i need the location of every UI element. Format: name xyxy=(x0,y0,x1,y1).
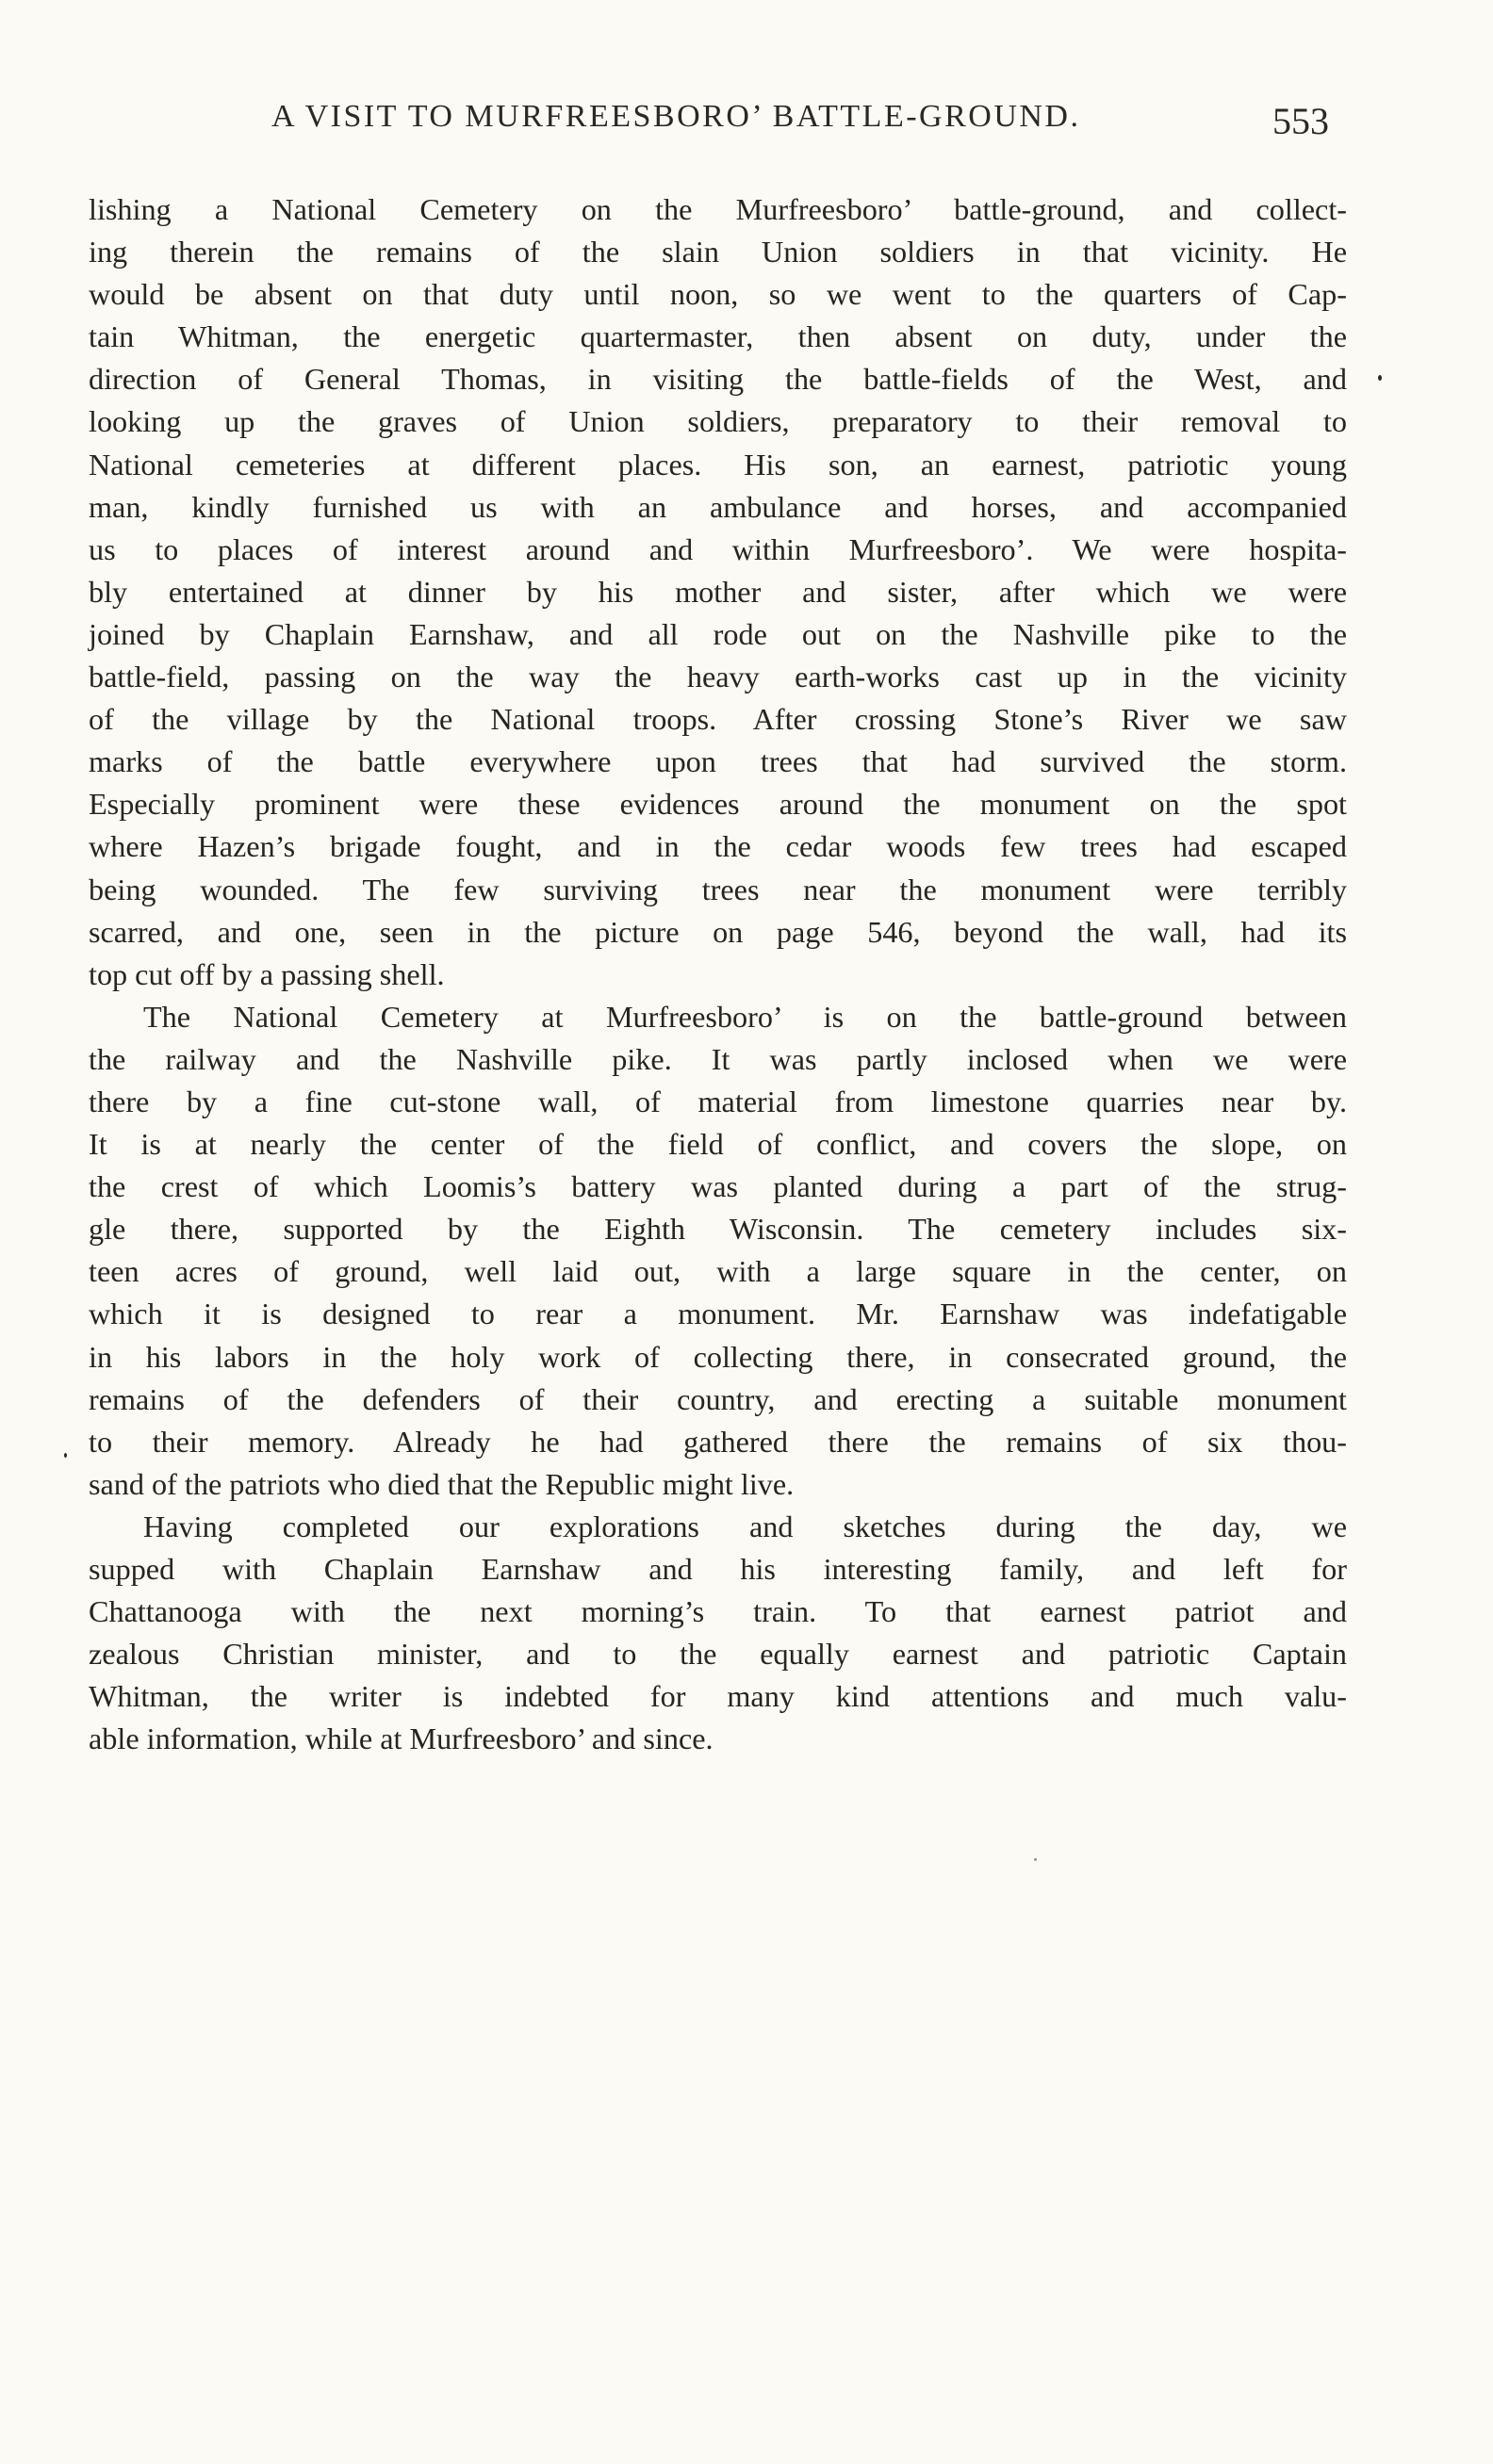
text-line: tain Whitman, the energetic quartermaster, then absent on duty, under the xyxy=(89,319,1347,354)
text-line: Chattanooga with the next morning’s train. To that earnest patriot and xyxy=(89,1594,1347,1629)
paragraph-3 xyxy=(89,1506,1347,1761)
body-text xyxy=(89,188,1347,1760)
text-line: lishing a National Cemetery on the Murfreesboro’ battle-ground, and collect- xyxy=(89,192,1347,226)
text-line: ing therein the remains of the slain Union soldiers in that vicinity. He xyxy=(89,235,1347,269)
ink-speck xyxy=(1378,375,1382,381)
text-line: the crest of which Loomis’s battery was planted during a part of the strug- xyxy=(89,1169,1347,1204)
text-line: remains of the defenders of their country, and erecting a suitable monument xyxy=(89,1381,1347,1416)
text-line: sand of the patriots who died that the Republic might live. xyxy=(89,1466,795,1501)
text-line: teen acres of ground, well laid out, with a large square in the center, on xyxy=(89,1254,1347,1289)
running-head-title: A VISIT TO MURFREESBORO’ BATTLE-GROUND. xyxy=(271,99,1081,134)
text-line: National cemeteries at different places. His son, an earnest, patriotic young xyxy=(89,447,1347,481)
running-head xyxy=(0,99,1493,155)
text-line: supped with Chaplain Earnshaw and his interesting family, and left for xyxy=(89,1552,1347,1586)
text-line: gle there, supported by the Eighth Wisconsin. The cemetery includes six- xyxy=(89,1212,1347,1247)
text-line: looking up the graves of Union soldiers, preparatory to their removal to xyxy=(89,404,1347,439)
text-line: to their memory. Already he had gathered there the remains of six thou- xyxy=(89,1424,1347,1459)
ink-speck xyxy=(64,1453,67,1458)
text-line: battle-field, passing on the way the heavy earth-works cast up in the vicinity xyxy=(89,660,1347,694)
paragraph-2 xyxy=(89,996,1347,1506)
text-line: The National Cemetery at Murfreesboro’ is on the battle-ground between xyxy=(143,999,1347,1034)
ink-speck xyxy=(1034,1858,1037,1861)
paragraph-1 xyxy=(89,188,1347,996)
text-line: able information, while at Murfreesboro’ and since. xyxy=(89,1722,714,1756)
text-line: It is at nearly the center of the field of conflict, and covers the slope, on xyxy=(89,1127,1347,1162)
text-line: Whitman, the writer is indebted for many kind attentions and much valu- xyxy=(89,1679,1347,1714)
text-line: man, kindly furnished us with an ambulance and horses, and accompanied xyxy=(89,489,1347,524)
text-line: there by a fine cut-stone wall, of material from limestone quarries near by. xyxy=(89,1084,1347,1118)
text-line: the railway and the Nashville pike. It was partly inclosed when we were xyxy=(89,1041,1347,1076)
text-line: of the village by the National troops. After crossing Stone’s River we saw xyxy=(89,702,1347,737)
text-line: marks of the battle everywhere upon trees that had survived the storm. xyxy=(89,744,1347,779)
text-line: zealous Christian minister, and to the equally earnest and patriotic Captain xyxy=(89,1637,1347,1672)
text-line: joined by Chaplain Earnshaw, and all rode out on the Nashville pike to the xyxy=(89,616,1347,651)
text-line: in his labors in the holy work of collecting there, in consecrated ground, the xyxy=(89,1339,1347,1374)
text-line: direction of General Thomas, in visiting the battle-fields of the West, and xyxy=(89,362,1347,397)
text-line: being wounded. The few surviving trees near the monument were terribly xyxy=(89,872,1347,906)
page-number: 553 xyxy=(1272,100,1329,142)
text-line: bly entertained at dinner by his mother and sister, after which we were xyxy=(89,574,1347,609)
text-line: top cut off by a passing shell. xyxy=(89,956,445,991)
text-line: scarred, and one, seen in the picture on page 546, beyond the wall, had its xyxy=(89,914,1347,949)
text-line: would be absent on that duty until noon, so we went to the quarters of Cap- xyxy=(89,277,1347,312)
text-line: where Hazen’s brigade fought, and in the cedar woods few trees had escaped xyxy=(89,829,1347,864)
text-line: Having completed our explorations and sketches during the day, we xyxy=(143,1509,1347,1543)
text-line: which it is designed to rear a monument. Mr. Earnshaw was indefatigable xyxy=(89,1297,1347,1331)
text-line: us to places of interest around and within Murfreesboro’. We were hospita- xyxy=(89,531,1347,566)
text-line: Especially prominent were these evidences around the monument on the spot xyxy=(89,787,1347,822)
